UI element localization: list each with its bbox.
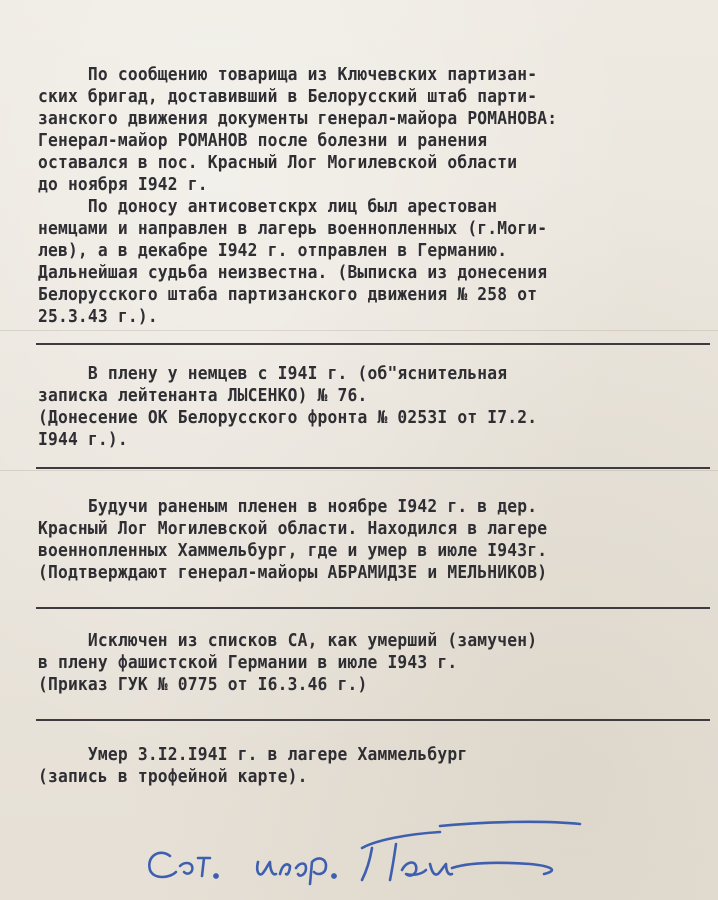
- separator-line: [36, 719, 710, 721]
- paragraph-death-record: [38, 744, 710, 792]
- text-line: лев), а в декабре I942 г. отправлен в Германию.: [38, 241, 508, 261]
- text-line: 25.3.43 г.).: [38, 307, 158, 327]
- paragraph-captivity-note: [38, 363, 710, 455]
- text-line: до ноября I942 г.: [38, 175, 208, 195]
- handwritten-signature: [140, 818, 610, 890]
- text-line: Красный Лог Могилевской области. Находился в лагере: [38, 519, 548, 539]
- text-line: записка лейтенанта ЛЫСЕНКО) № 76.: [38, 386, 368, 406]
- separator-line: [36, 607, 710, 609]
- text-line: Исключен из списков СА, как умерший (замучен): [38, 631, 538, 651]
- text-line: Белорусского штаба партизанского движения № 258 от: [38, 285, 538, 305]
- text-line: военнопленных Хаммельбург, где и умер в июле I943г.: [38, 541, 548, 561]
- paragraph-excluded-from-lists: [38, 630, 710, 700]
- text-line: немцами и направлен в лагерь военнопленных (г.Моги-: [38, 219, 548, 239]
- separator-line: [36, 467, 710, 469]
- text-line: оставался в пос. Красный Лог Могилевской области: [38, 153, 518, 173]
- paragraph-romanov-report: [38, 64, 710, 334]
- paragraph-hammelburg-camp: [38, 496, 710, 588]
- text-line: Умер 3.I2.I94I г. в лагере Хаммельбург: [38, 745, 468, 765]
- paper-fold: [0, 470, 718, 471]
- text-line: Дальнейшая судьба неизвестна. (Выписка из донесения: [38, 263, 548, 283]
- text-line: Будучи раненым пленен в ноябре I942 г. в дер.: [38, 497, 538, 517]
- text-line: (Приказ ГУК № 0775 от I6.3.46 г.): [38, 675, 368, 695]
- text-line: ских бригад, доставивший в Белорусский штаб парти-: [38, 87, 538, 107]
- separator-line: [36, 343, 710, 345]
- text-line: в плену фашистской Германии в июле I943 г.: [38, 653, 458, 673]
- text-line: По доносу антисоветскрх лиц был арестован: [38, 197, 498, 217]
- text-line: Генерал-майор РОМАНОВ после болезни и ранения: [38, 131, 488, 151]
- text-line: (Донесение ОК Белорусского фронта № 0253I от I7.2.: [38, 408, 538, 428]
- text-line: занского движения документы генерал-майора РОМАНОВА:: [38, 109, 558, 129]
- signature-scribble: [140, 818, 610, 890]
- text-line: (запись в трофейной карте).: [38, 767, 308, 787]
- text-line: По сообщению товарища из Ключевских партизан-: [38, 65, 538, 85]
- text-line: I944 г.).: [38, 430, 128, 450]
- text-line: В плену у немцев с I94I г. (об"яснительная: [38, 364, 508, 384]
- text-line: (Подтверждают генерал-майоры АБРАМИДЗЕ и МЕЛЬНИКОВ): [38, 563, 548, 583]
